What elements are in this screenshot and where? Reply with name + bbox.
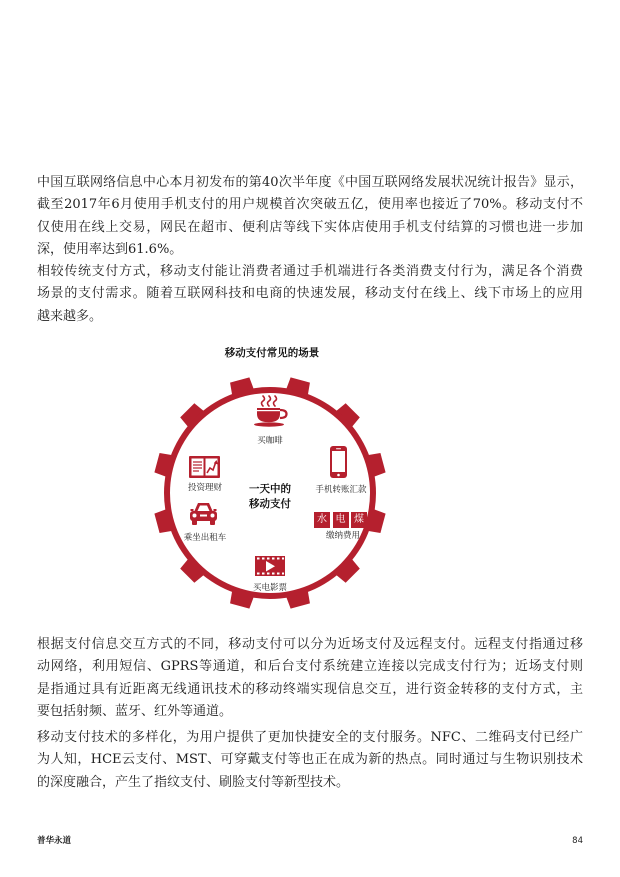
paragraph-line: 动网络，利用短信、GPRS等通道，和后台支付系统建立连接以完成支付行为；近场支付则	[37, 659, 583, 675]
paragraph-line: 移动支付技术的多样化，为用户提供了更加快捷安全的支付服务。NFC、二维码支付已经广	[37, 730, 583, 745]
film-strip-icon	[255, 556, 285, 576]
figure-title: 移动支付常见的场景	[224, 347, 320, 359]
paragraph-line: 越来越多。	[37, 308, 103, 324]
paragraph-line: 要包括射频、蓝牙、红外等通道。	[37, 703, 233, 719]
page-number: 84	[572, 836, 583, 846]
scenario-label-taxi: 乘坐出租车	[183, 533, 227, 543]
investment-chart-icon	[189, 456, 220, 478]
paragraph-line: 截至2017年6月使用手机支付的用户规模首次突破五亿，使用率也接近了70%。移动支付不	[37, 197, 583, 213]
badge-electricity: 电	[333, 512, 349, 528]
scenario-label-transfer: 手机转账汇款	[315, 485, 367, 495]
paragraph-line: 是指通过具有近距离无线通讯技术的移动终端实现信息交互，进行资金转移的支付方式，主	[37, 681, 583, 697]
center-label-line: 一天中的	[249, 483, 291, 495]
paragraph-line: 为人知，HCE云支付、MST、可穿戴支付等也正在成为新的热点。同时通过与生物识别技术	[37, 752, 583, 768]
paragraph-user-statistics	[37, 172, 583, 261]
paragraph-line: 相较传统支付方式，移动支付能让消费者通过手机端进行各类消费支付行为，满足各个消费	[37, 264, 583, 279]
scenario-label-movie: 买电影票	[252, 583, 287, 593]
scenario-label-coffee: 买咖啡	[257, 436, 283, 446]
paragraph-line: 中国互联网络信息中心本月初发布的第40次半年度《中国互联网络发展状况统计报告》显示，	[37, 175, 583, 190]
paragraph-payment-scenarios	[37, 261, 583, 328]
paragraph-line: 场景的支付需求。随着互联网科技和电商的快速发展，移动支付在线上、线下市场上的应用	[37, 286, 583, 302]
paragraph-line: 深，使用率达到61.6%。	[37, 241, 183, 257]
paragraph-line: 根据支付信息交互方式的不同，移动支付可以分为近场支付及远程支付。远程支付指通过移	[37, 637, 583, 652]
badge-gas: 煤	[351, 512, 367, 528]
paragraph-payment-technologies	[37, 727, 583, 794]
badge-water: 水	[314, 512, 330, 528]
smartphone-icon	[330, 446, 347, 478]
paragraph-line: 的深度融合，产生了指纹支付、刷脸支付等新型技术。	[37, 774, 350, 790]
paragraph-line: 仅使用在线上交易，网民在超市、便利店等线下实体店使用手机支付结算的习惯也进一步加	[37, 219, 583, 235]
scenario-label-utilities: 缴纳费用	[325, 531, 360, 541]
paragraph-payment-types	[37, 634, 583, 723]
center-label-line: 移动支付	[249, 498, 291, 510]
scenario-label-invest: 投资理财	[187, 483, 222, 493]
utility-badges	[314, 512, 367, 528]
footer-brand: 普华永道	[37, 836, 72, 846]
